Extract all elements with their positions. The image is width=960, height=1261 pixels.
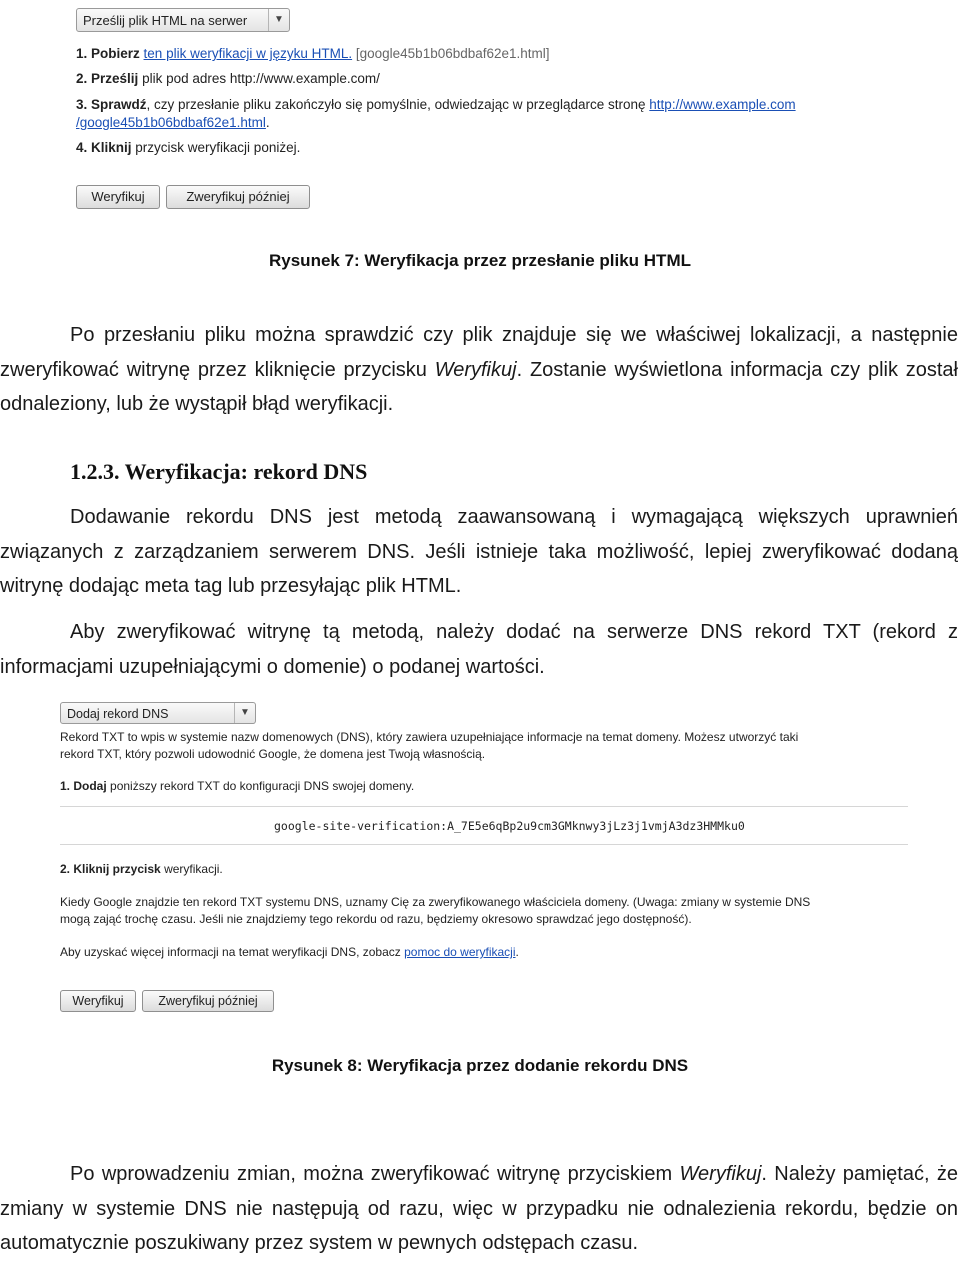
paragraph-text: . Zostanie wyświetlona informacja czy plik został odnaleziony, lub że wystąpił błąd weryfikacji.	[0, 358, 959, 415]
paragraph-dns-howto: Aby zweryfikować witrynę tą metodą, należy dodać na serwerze DNS rekord TXT (rekord z informacjami uzupełniającymi o domenie) o podanej wartości.	[0, 621, 958, 678]
verify-button[interactable]: Weryfikuj	[76, 185, 160, 209]
more-info-text: Aby uzyskać więcej informacji na temat weryfikacji DNS, zobacz	[60, 945, 401, 959]
chevron-down-icon: ▼	[234, 703, 255, 723]
method-dropdown[interactable]	[76, 8, 290, 32]
verify-term: Weryfikuj	[434, 358, 517, 381]
divider	[60, 806, 908, 807]
figure-8-caption: Rysunek 8: Weryfikacja przez dodanie rekordu DNS	[271, 1056, 689, 1075]
step-number: 2. Kliknij przycisk	[60, 862, 161, 876]
info-line-2: mogą zająć trochę czasu. Jeśli nie znajdziemy tego rekordu od razu, będziemy okresowo sprawdzać jego dostępność).	[60, 912, 692, 926]
paragraph-after-figure-7	[0, 318, 958, 422]
info-line-1: Kiedy Google znajdzie ten rekord TXT systemu DNS, uznamy Cię za zweryfikowanego właściciela domeny. (Uwaga: zmiany w systemie DNS	[60, 895, 811, 909]
file-name: [google45b1b06bdbaf62e1.html]	[355, 46, 550, 61]
divider	[60, 844, 908, 845]
chevron-down-icon: ▼	[268, 9, 289, 31]
paragraph-after-figure-8	[0, 1157, 958, 1261]
more-info-text: .	[515, 945, 519, 959]
step-check	[76, 97, 796, 112]
step-download	[76, 46, 550, 61]
paragraph-text: Po przesłaniu pliku można sprawdzić czy plik znajduje się we właściwej lokalizacji, a następnie zweryfikować witrynę przez kliknięcie przycisku	[0, 324, 958, 381]
step-number: 1. Pobierz	[76, 46, 140, 61]
step-click-verify	[60, 862, 223, 876]
step-upload	[76, 71, 380, 86]
intro-line-2: rekord TXT, który pozwoli udowodnić Google, że domena jest Twoją własnością.	[60, 747, 486, 761]
txt-record-value[interactable]: google-site-verification:A_7E5e6qBp2u9cm3GMknwy3jLz3j1vmjA3dz3HMMku0	[274, 819, 745, 833]
step-text: poniższy rekord TXT do konfiguracji DNS swojej domeny.	[110, 779, 415, 793]
dns-verification-panel	[56, 700, 911, 1020]
step-text: , czy przesłanie pliku zakończyło się pomyślnie, odwiedzając w przeglądarce stronę	[146, 97, 646, 112]
verification-help-link[interactable]: pomoc do weryfikacji	[404, 945, 516, 959]
example-url-link[interactable]: http://www.example.com	[649, 97, 796, 112]
verify-later-button[interactable]: Zweryfikuj później	[142, 990, 274, 1012]
more-info-line	[60, 945, 519, 959]
step-text: weryfikacji.	[164, 862, 223, 876]
paragraph-text: Po wprowadzeniu zmian, można zweryfikować witrynę przyciskiem	[70, 1163, 673, 1185]
method-dropdown-value: Dodaj rekord DNS	[67, 707, 169, 721]
step-text: plik pod adres http://www.example.com/	[142, 71, 380, 86]
step-number: 1. Dodaj	[60, 779, 107, 793]
step-text: .	[265, 115, 270, 130]
paragraph-text: . Należy pamiętać, że zmiany w systemie DNS nie następują od razu, więc w przypadku nie odnalezienia rekordu, będzie on automatycznie poszukiwany przez system w pewnych odstępach czasu.	[0, 1163, 958, 1254]
step-check-continued	[76, 115, 270, 130]
intro-line-1: Rekord TXT to wpis w systemie nazw domenowych (DNS), który zawiera uzupełniające informacje na temat domeny. Możesz utworzyć taki	[60, 730, 799, 744]
step-number: 2. Prześlij	[76, 71, 139, 86]
section-heading: 1.2.3. Weryfikacja: rekord DNS	[70, 459, 368, 484]
verify-term: Weryfikuj	[679, 1163, 762, 1185]
step-text: przycisk weryfikacji poniżej.	[135, 140, 301, 155]
download-file-link[interactable]: ten plik weryfikacji w języku HTML.	[143, 46, 353, 61]
html-file-verification-panel	[72, 6, 902, 216]
verify-button[interactable]: Weryfikuj	[60, 990, 136, 1012]
step-add-record	[60, 779, 414, 793]
step-number: 4. Kliknij	[76, 140, 132, 155]
verify-later-button[interactable]: Zweryfikuj później	[166, 185, 310, 209]
method-dropdown-value: Prześlij plik HTML na serwer	[83, 13, 248, 28]
figure-7-caption: Rysunek 7: Weryfikacja przez przesłanie pliku HTML	[269, 251, 691, 270]
step-click	[76, 140, 300, 155]
step-number: 3. Sprawdź	[76, 97, 147, 112]
paragraph-dns-intro: Dodawanie rekordu DNS jest metodą zaawansowaną i wymagającą większych uprawnień związanych z zarządzaniem serwerem DNS. Jeśli istnieje taka możliwość, lepiej zweryfikować dodaną witrynę dodając meta tag lub przesyłając plik HTML.	[0, 506, 958, 597]
method-dropdown[interactable]	[60, 702, 256, 724]
example-file-link[interactable]: /google45b1b06bdbaf62e1.html	[76, 115, 266, 130]
